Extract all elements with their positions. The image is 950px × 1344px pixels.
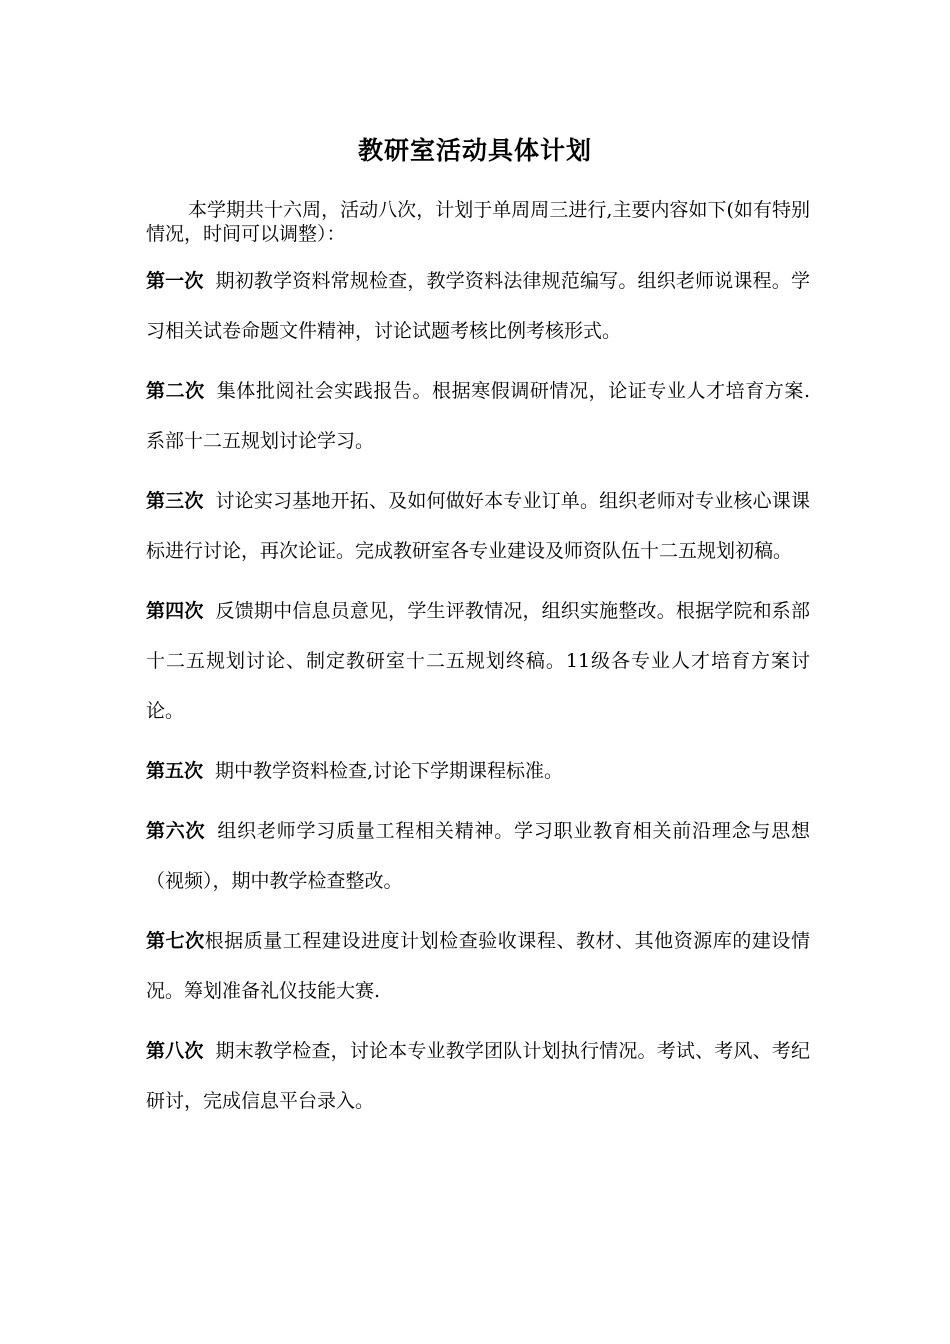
activity-text: 期末教学检查，讨论本专业教学团队计划执行情况。考试、考风、考纪研讨，完成信息平台录入。 [146, 1040, 810, 1112]
activity-item-3 [146, 476, 810, 576]
activity-label: 第一次 [146, 270, 204, 292]
activity-item-4 [146, 586, 810, 736]
activity-text: 讨论实习基地开拓、及如何做好本专业订单。组织老师对专业核心课课标进行讨论，再次论证。完成教研室各专业建设及师资队伍十二五规划初稿。 [146, 490, 810, 562]
activity-label: 第五次 [146, 760, 204, 782]
activity-label: 第三次 [146, 490, 204, 512]
activity-label: 第二次 [146, 380, 205, 402]
activity-text: 期中教学资料检查,讨论下学期课程标准。 [215, 760, 564, 782]
intro-paragraph: 本学期共十六周，活动八次，计划于单周周三进行,主要内容如下(如有特别情况，时间可以调整）： [146, 199, 810, 245]
activity-label: 第六次 [146, 820, 206, 842]
activity-item-1 [146, 256, 810, 356]
activity-item-2 [146, 366, 810, 466]
activity-list [146, 256, 810, 1136]
document-title: 教研室活动具体计划 [357, 136, 592, 165]
activity-text: 组织老师学习质量工程相关精神。学习职业教育相关前沿理念与思想（视频），期中教学检查整改。 [146, 820, 810, 892]
activity-item-6 [146, 806, 810, 906]
activity-text: 反馈期中信息员意见，学生评教情况，组织实施整改。根据学院和系部十二五规划讨论、制定教研室十二五规划终稿。11级各专业人才培育方案讨论。 [146, 600, 810, 722]
activity-item-8 [146, 1026, 810, 1126]
activity-text: 期初教学资料常规检查，教学资料法律规范编写。组织老师说课程。学习相关试卷命题文件精神，讨论试题考核比例考核形式。 [146, 270, 810, 342]
activity-label: 第七次 [146, 930, 205, 952]
activity-text: 集体批阅社会实践报告。根据寒假调研情况，论证专业人才培育方案.系部十二五规划讨论学习。 [146, 380, 810, 452]
activity-text: 根据质量工程建设进度计划检查验收课程、教材、其他资源库的建设情况。筹划准备礼仪技能大赛. [146, 930, 810, 1002]
activity-item-7 [146, 916, 810, 1016]
activity-label: 第四次 [146, 600, 204, 622]
activity-label: 第八次 [146, 1040, 204, 1062]
activity-item-5 [146, 746, 810, 796]
